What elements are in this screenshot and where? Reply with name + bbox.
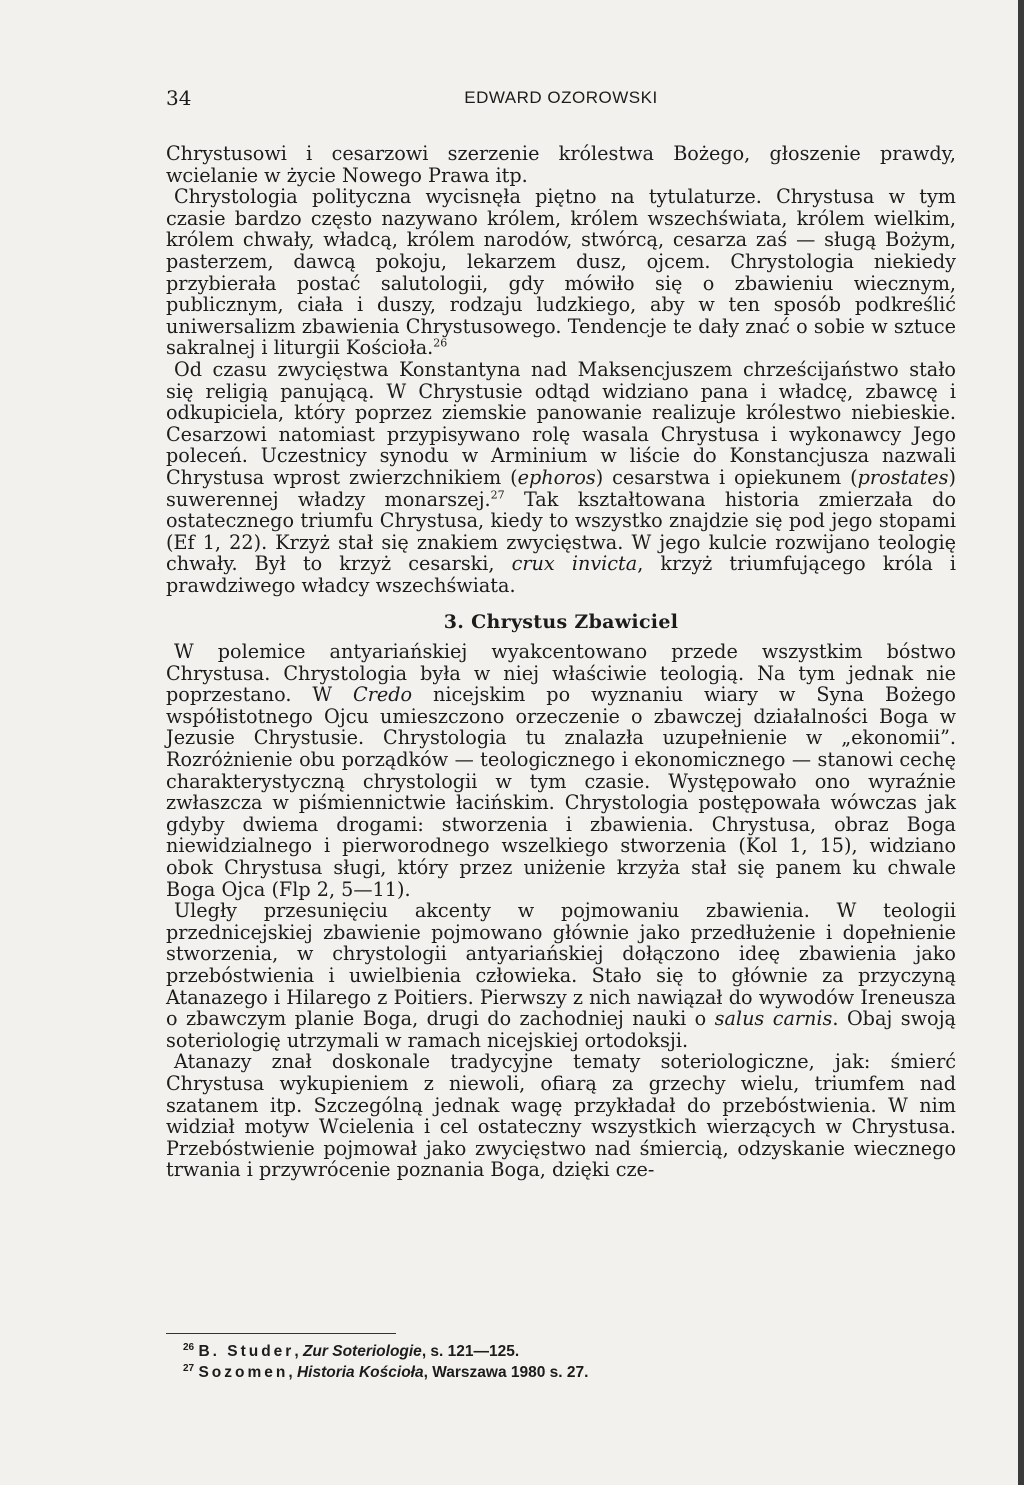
paragraph-text: ) cesarstwa i opiekunem ( — [595, 465, 858, 489]
section-heading: 3. Chrystus Zbawiciel — [443, 611, 679, 634]
paragraph — [166, 359, 956, 597]
italic-term: ephoros — [517, 465, 596, 489]
footnote-details: , Warszawa 1980 s. 27. — [423, 1364, 589, 1381]
paragraph — [166, 186, 956, 359]
paragraph-text: Od czasu zwycięstwa Konstantyna nad Maksencjuszem chrześcijaństwo stało się religią panującą. W Chrystusie odtąd widziano pana i władcę, zbawcę i odkupiciela, który poprzez ziemskie panowanie realizuje królestwo niebieskie. Cesarzowi natomiast przypisywano rolę wasala Chrystusa i wykonawcy Jego poleceń. Uczestnicy synodu w Arminium w liście do Konstancjusza nazwali Chrystusa wprost zwierzchnikiem ( — [166, 357, 956, 489]
footnotes — [183, 1341, 943, 1383]
italic-term: salus carnis — [714, 1007, 833, 1031]
footnote-author: Sozomen — [198, 1364, 289, 1381]
scan-edge — [1018, 0, 1024, 1485]
footnote-ref: 27 — [490, 488, 505, 502]
paragraph-text: . Obaj swoją soteriologię utrzymali w ramach nicejskiej ortodoksji. — [166, 1007, 956, 1052]
paragraph-text: , krzyż triumfującego króla i prawdziwego władcy wszechświata. — [166, 552, 956, 597]
italic-term: prostates — [857, 465, 949, 489]
footnote — [183, 1341, 943, 1362]
paragraph-text: Tak kształtowana historia zmierzała do ostatecznego triumfu Chrystusa, kiedy to wszystko znajdzie się pod jego stopami (Ef 1, 22). Krzyż stał się znakiem zwycięstwa. W jego kulcie rozwijano teologię chwały. Był to krzyż cesarski, — [166, 487, 956, 576]
paragraph-text: ) suwerennej władzy monarszej. — [166, 465, 957, 511]
paragraph-text: Chrystologia polityczna wycisnęła piętno na tytulaturze. Chrystusa w tym czasie bardzo często nazywano królem, królem wszechświata, królem wielkim, królem chwały, władcą, królem narodów, stwórcą, cesarza zaś — sługą Bożym, pasterzem, dawcą pokoju, lekarzem dusz, ojcem. Chrystologia niekiedy przybierała postać salutologii, gdy mówiło się o zbawieniu wiecznym, publicznym, ciała i duszy, rodzaju ludzkiego, aby w ten sposób podkreślić uniwersalizm zbawienia Chrystusowego. Tendencje te dały znać o sobie w sztuce sakralnej i liturgii Kościoła. — [166, 185, 956, 360]
page-header — [166, 86, 956, 112]
footnote — [183, 1362, 943, 1383]
footnote-title: Zur Soteriologie — [302, 1343, 422, 1360]
footnote-separator: , — [288, 1364, 297, 1381]
footnote-number: 26 — [183, 1341, 195, 1353]
paragraph-text: Chrystusowi i cesarzowi szerzenie królestwa Bożego, głoszenie prawdy, wcielanie w życie Nowego Prawa itp. — [166, 142, 956, 187]
footnote-title: Historia Kościoła — [296, 1364, 424, 1381]
paragraph-text: Atanazy znał doskonale tradycyjne tematy soteriologiczne, jak: śmierć Chrystusa wykupieniem z niewoli, ofiarą za grzechy wielu, triumfem nad szatanem itp. Szczególną jednak wagę przykładał do przebóstwienia. W nim widział motyw Wcielenia i cel ostateczny wszystkich wierzących w Chrystusa. Przebóstwienie pojmował jako zwycięstwo nad śmiercią, odzyskanie wiecznego trwania i przywrócenie poznania Boga, dzięki cze- — [166, 1050, 956, 1182]
italic-term: Credo — [353, 683, 413, 707]
paragraph — [166, 1051, 956, 1181]
paragraph — [166, 900, 956, 1051]
paragraph-text: nicejskim po wyznaniu wiary w Syna Bożego współistotnego Ojcu umieszczono orzeczenie o zbawczej działalności Boga w Jezusie Chrystusie. Chrystologia tu znalazła uzupełnienie w „ekonomii”. Rozróżnienie obu porządków — teologicznego i ekonomicznego — stanowi cechę charakterystyczną chrystologii w tym czasie. Występowało ono wyraźnie zwłaszcza w piśmiennictwie łacińskim. Chrystologia postępowała wówczas jak gdyby dwiema drogami: stworzenia i zbawienia. Chrystusa, obraz Boga niewidzialnego i pierworodnego wszelkiego stworzenia (Kol 1, 15), widziano obok Chrystusa sługi, który przez uniżenie krzyża stał się panem ku chwale Boga Ojca (Flp 2, 5—11). — [166, 683, 956, 901]
paragraph-text: W polemice antyariańskiej wyakcentowano przede wszystkim bóstwo Chrystusa. Chrystologia była w niej właściwie teologią. Na tym jednak nie poprzestano. W — [166, 640, 956, 707]
paragraph-text: Uległy przesunięciu akcenty w pojmowaniu zbawienia. W teologii przednicejskiej zbawienie pojmowano głównie jako przedłużenie i dopełnienie stworzenia, w chrystologii antyariańskiej dołączono ideę zbawienia jako przebóstwienia i uwielbienia człowieka. Stało się to głównie za przyczyną Atanazego i Hilarego z Poitiers. Pierwszy z nich nawiązał do wywodów Ireneusza o zbawczym planie Boga, drugi do zachodniej nauki o — [166, 899, 956, 1031]
paragraph — [166, 641, 956, 900]
paragraph — [166, 143, 956, 186]
italic-term: crux invicta — [511, 552, 638, 576]
page-number: 34 — [166, 86, 192, 110]
footnote-number: 27 — [183, 1362, 195, 1374]
footnote-divider — [166, 1333, 396, 1334]
footnote-separator: , — [294, 1343, 303, 1360]
footnote-ref: 26 — [433, 336, 448, 350]
body-text — [166, 143, 956, 1181]
footnote-author: B. Studer — [198, 1343, 295, 1360]
running-head: EDWARD OZOROWSKI — [464, 88, 658, 107]
footnote-details: , s. 121—125. — [421, 1343, 520, 1360]
